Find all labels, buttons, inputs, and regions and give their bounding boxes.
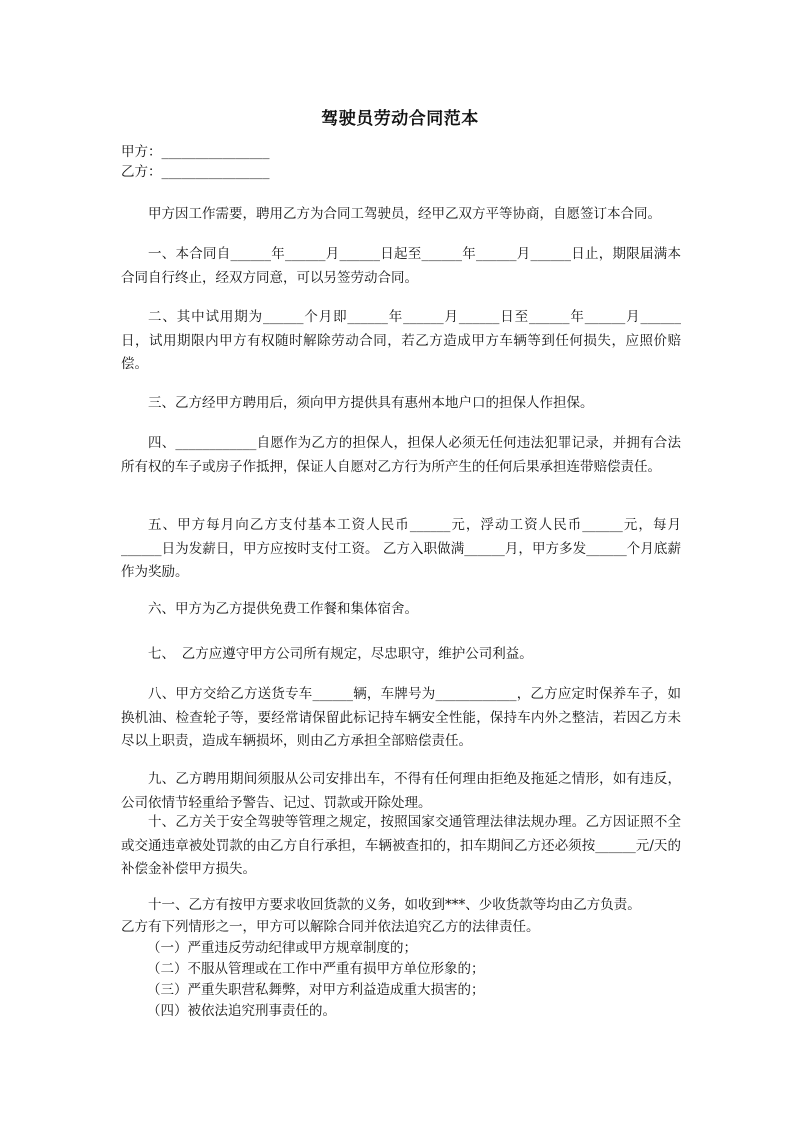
clause-8: 八、甲方交给乙方送货专车______辆，车牌号为____________，乙方应定时保养车子，如换机油、检查轮子等，要经常请保留此标记持车辆安全性能，保持车内外之整洁，若因乙方未尽以上职责，造成车辆损坏，则由乙方承担全部赔偿责任。 [121, 686, 681, 749]
clause-2: 二、其中试用期为______个月即______年______月______日至______年______月______日，试用期限内甲方有权随时解除劳动合同，若乙方造成甲方车辆等到任何损失，应照价赔偿。 [121, 309, 681, 372]
clause-1: 一、本合同自______年______月______日起至______年______月______日止，期限届满本合同自行终止，经双方同意，可以另签劳动合同。 [121, 246, 681, 286]
termination-item: （二）不服从管理或在工作中严重有损甲方单位形象的； [147, 961, 485, 977]
clause-10: 十、乙方关于安全驾驶等管理之规定，按照国家交通管理法律法规办理。乙方因证照不全或交通违章被处罚款的由乙方自行承担，车辆被查扣的，扣车期间乙方还必须按______元/天的补偿金补偿甲方损失。 [121, 814, 681, 877]
clause-11: 十一、乙方有按甲方要求收回货款的义务，如收到***、少收货款等均由乙方负责。 [148, 897, 641, 913]
clause-6: 六、甲方为乙方提供免费工作餐和集体宿舍。 [148, 601, 418, 617]
termination-intro: 乙方有下列情形之一，甲方可以解除合同并依法追究乙方的法律责任。 [121, 919, 540, 935]
party-b-line: 乙方：________________ [121, 164, 270, 180]
clause-7: 七、 乙方应遵守甲方公司所有规定，尽忠职守，维护公司利益。 [148, 646, 533, 662]
termination-item: （四）被依法追究刑事责任的。 [147, 1003, 336, 1019]
document-title: 驾驶员劳动合同范本 [321, 109, 479, 129]
clause-4: 四、____________自愿作为乙方的担保人，担保人必须无任何违法犯罪记录，并拥有合法所有权的车子或房子作抵押，保证人自愿对乙方行为所产生的任何后果承担连带赔偿责任。 [121, 435, 681, 475]
termination-item: （三）严重失职营私舞弊，对甲方利益造成重大损害的； [147, 982, 485, 998]
clause-9: 九、乙方聘用期间须服从公司安排出车，不得有任何理由拒绝及拖延之情形，如有违反，公司依情节轻重给予警告、记过、罚款或开除处理。 [121, 771, 681, 811]
termination-item: （一）严重违反劳动纪律或甲方规章制度的； [147, 940, 417, 956]
clause-5: 五、甲方每月向乙方支付基本工资人民币______元，浮动工资人民币______元，每月______日为发薪日，甲方应按时支付工资。 乙方入职做满______月，甲方多发______个月底薪作为奖励。 [121, 517, 681, 580]
party-a-line: 甲方：________________ [121, 144, 270, 160]
clause-3: 三、乙方经甲方聘用后，须向甲方提供具有惠州本地户口的担保人作担保。 [148, 395, 594, 411]
intro-paragraph: 甲方因工作需要，聘用乙方为合同工驾驶员，经甲乙双方平等协商，自愿签订本合同。 [148, 206, 661, 222]
